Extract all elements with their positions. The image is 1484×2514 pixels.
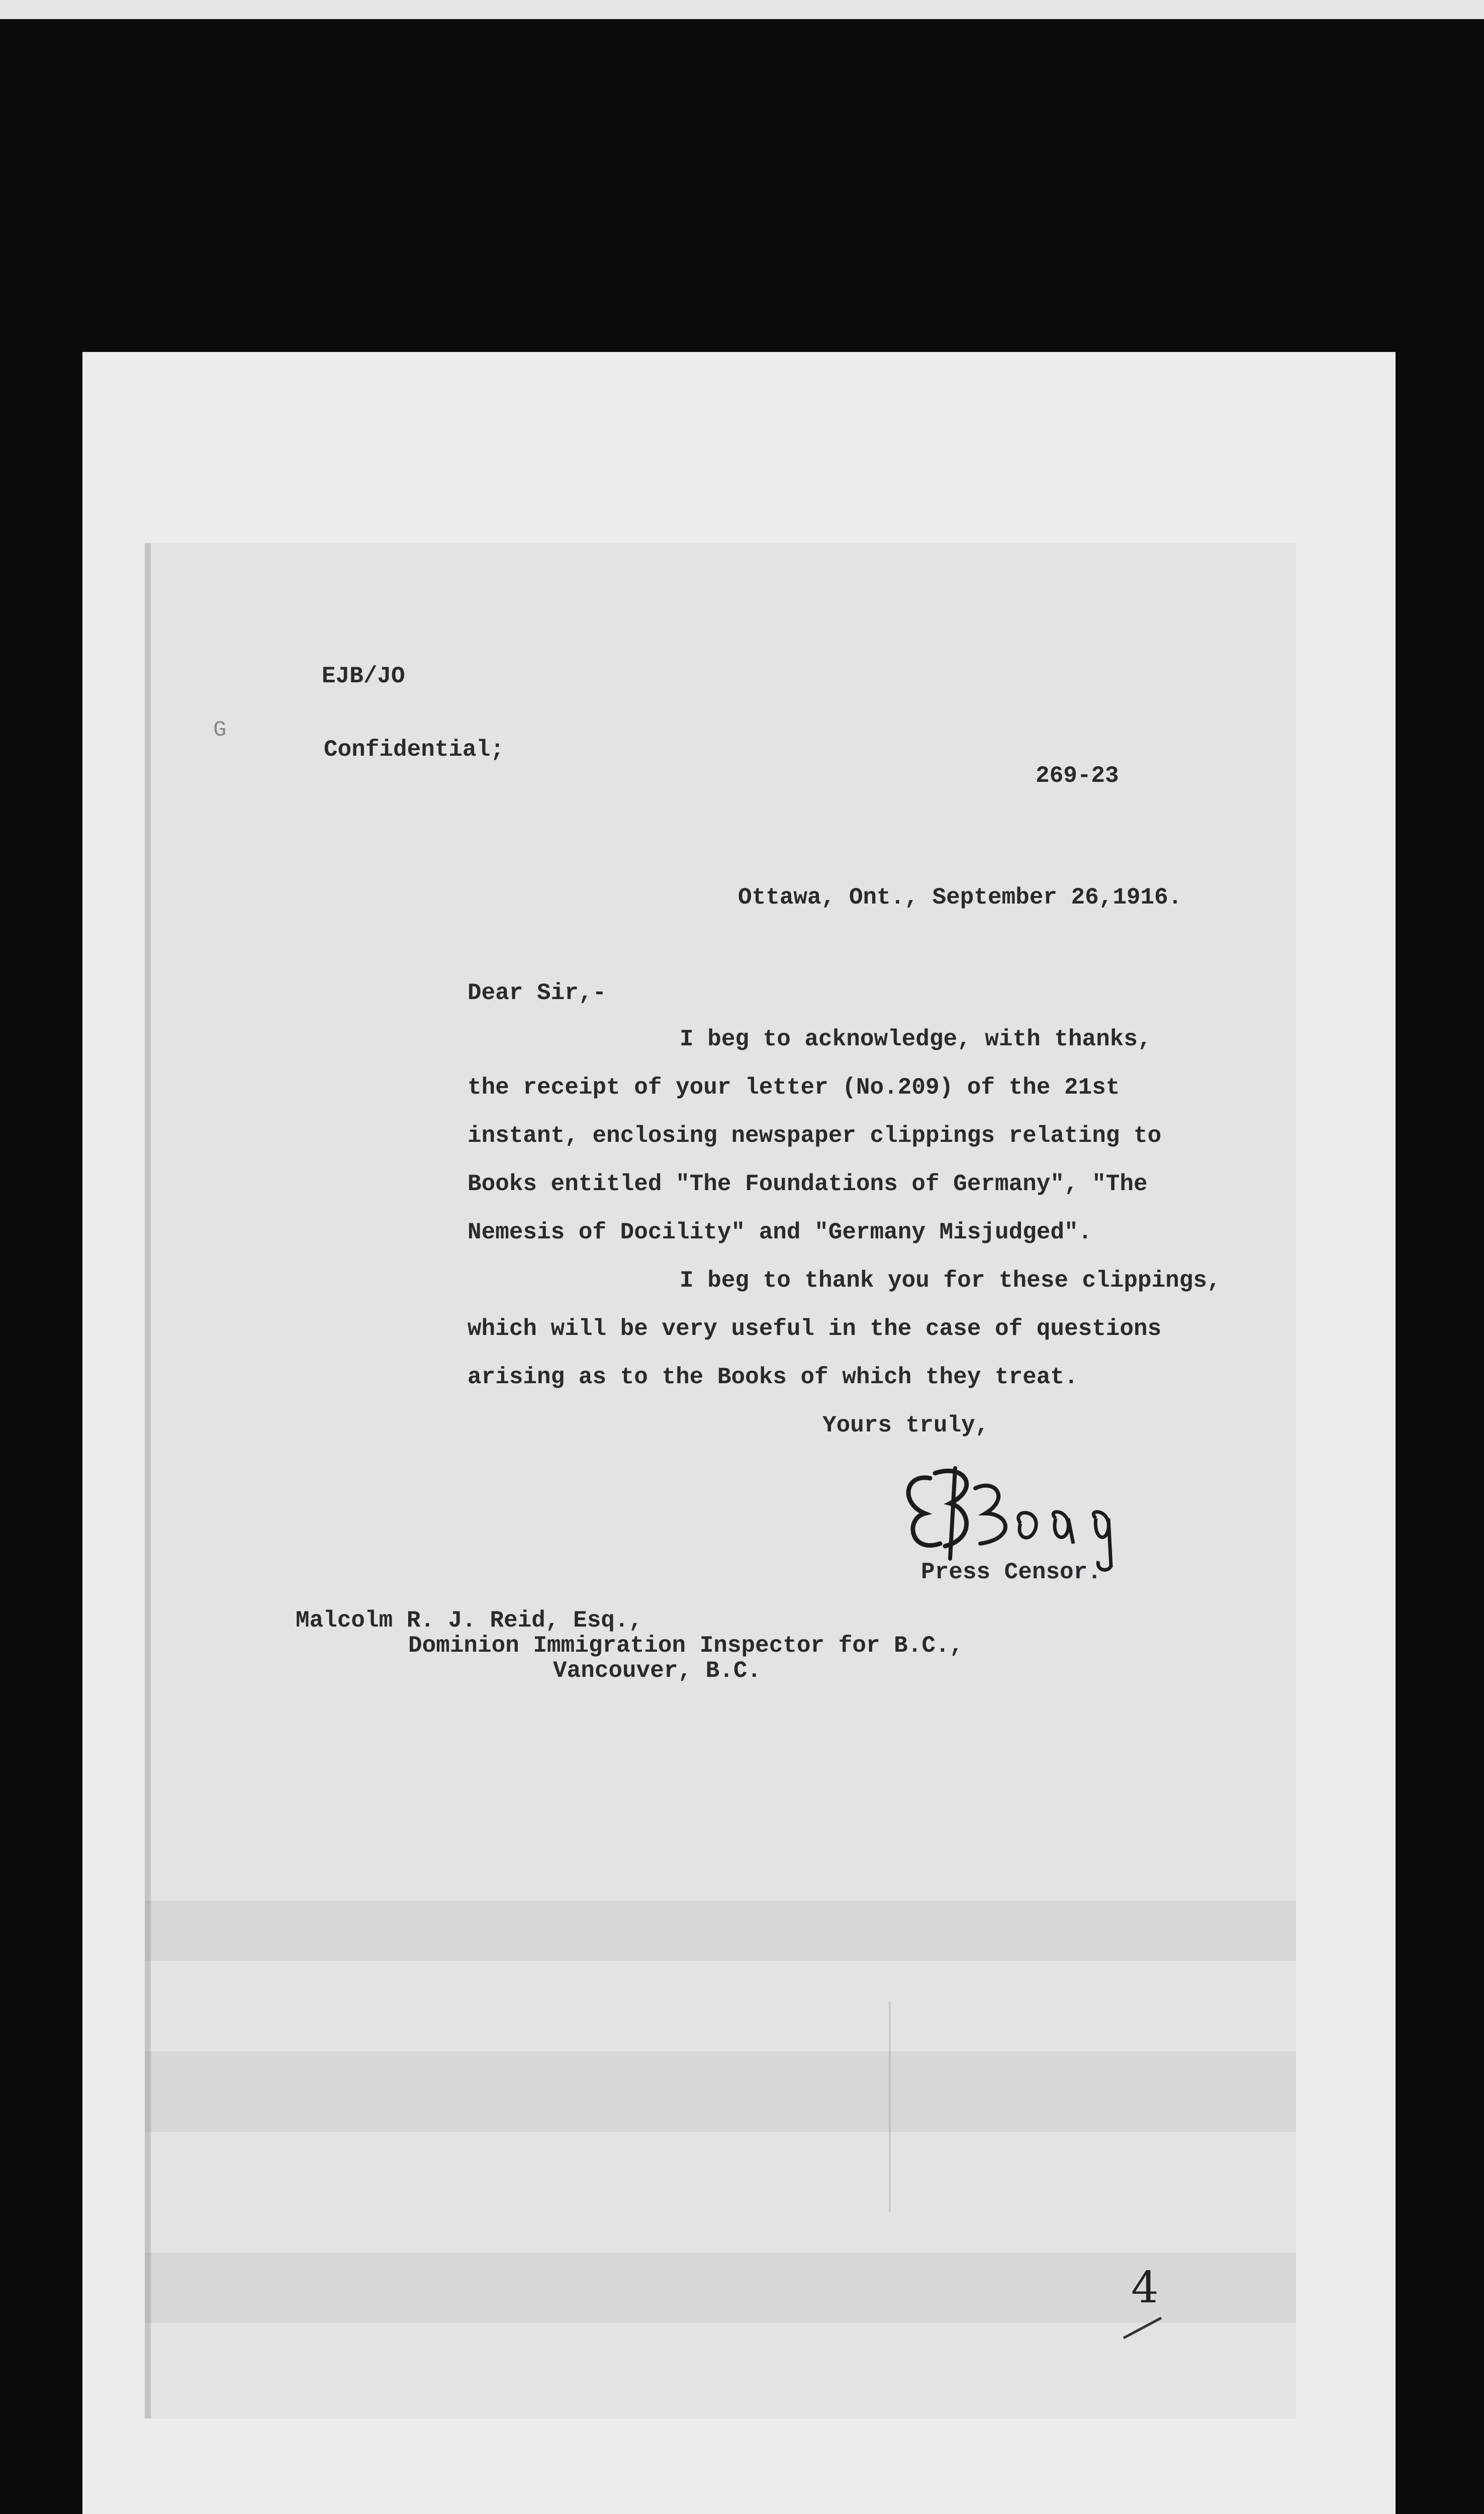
body-line: I beg to acknowledge, with thanks, — [680, 1026, 1152, 1052]
body-line: Nemesis of Docility" and "Germany Misjudged". — [468, 1219, 1092, 1245]
body-line: Books entitled "The Foundations of Germany", "The — [468, 1171, 1148, 1197]
scan-band — [145, 2253, 1296, 2323]
pencil-stroke — [1121, 2313, 1166, 2343]
body-line: the receipt of your letter (No.209) of the 21st — [468, 1074, 1120, 1101]
handwritten-signature — [895, 1458, 1131, 1574]
addressee-line: Malcolm R. J. Reid, Esq., — [296, 1607, 643, 1634]
scan-top-edge — [0, 0, 1484, 19]
binder-hole-mark: G — [213, 717, 227, 743]
body-line: arising as to the Books of which they treat. — [468, 1364, 1078, 1390]
body-line: instant, enclosing newspaper clippings relating to — [468, 1123, 1162, 1149]
scan-band — [145, 2051, 1296, 2132]
addressee-line: Dominion Immigration Inspector for B.C., — [408, 1633, 964, 1659]
signatory-title: Press Censor. — [921, 1559, 1101, 1585]
dateline: Ottawa, Ont., September 26,1916. — [738, 884, 1182, 911]
reference-initials: EJB/JO — [322, 663, 405, 689]
page-number: 4 — [1131, 2263, 1159, 2313]
classification: Confidential; — [324, 737, 504, 763]
body-line: I beg to thank you for these clippings, — [680, 1268, 1221, 1294]
closing: Yours truly, — [822, 1412, 989, 1439]
paper-crease — [889, 2001, 891, 2212]
salutation: Dear Sir,- — [468, 980, 607, 1006]
body-line: which will be very useful in the case of questions — [468, 1316, 1162, 1342]
file-number: 269-23 — [1036, 763, 1119, 789]
addressee-line: Vancouver, B.C. — [553, 1658, 762, 1684]
scan-band — [145, 1901, 1296, 1961]
